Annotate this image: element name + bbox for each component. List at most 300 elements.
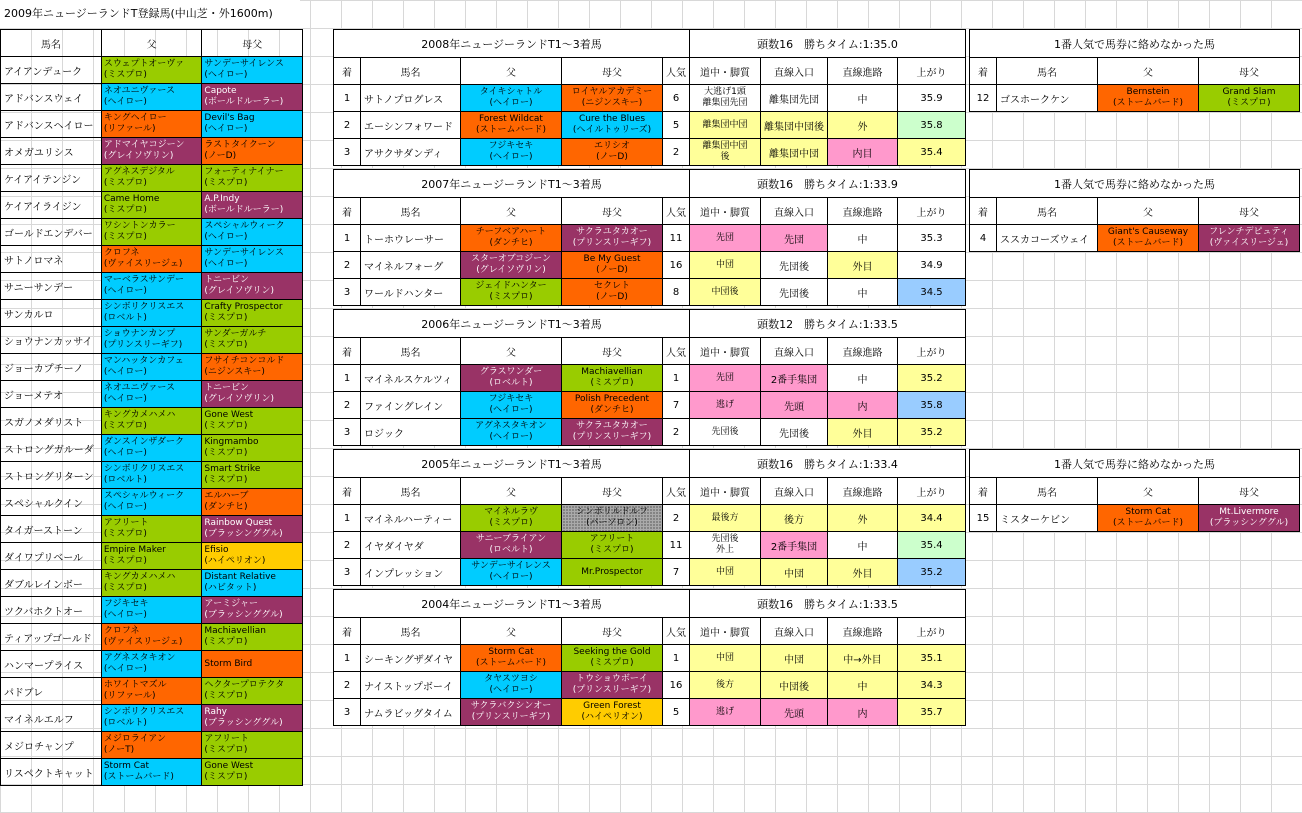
horse-name: ミスターケビン [997,505,1098,532]
last-3f: 35.2 [898,559,966,586]
horse-name: シーキングザダイヤ [361,645,461,672]
sire-cell: タイキシャトル (ヘイロー) [461,85,562,112]
horse-name: マイネルエルフ [1,705,102,732]
table-row [1,273,303,300]
sire-cell: アグネスタキオン (ヘイロー) [461,419,562,446]
horse-name: ロジック [361,419,461,446]
popularity: 5 [663,699,690,726]
horse-name: ナムラビッグタイム [361,699,461,726]
table-row [334,279,966,306]
finish-position: 15 [970,505,997,532]
table-row [1,489,303,516]
dam-sire-cell: フレンチデピュティ (ヴァイスリージェ) [1199,225,1300,252]
header-horse-name: 馬名 [1,30,102,57]
straight-entry: 後方 [761,505,828,532]
dam-sire-cell: Crafty Prospector (ミスプロ) [202,300,303,327]
dam-sire-cell: Capote (ボールドルーラー) [202,84,303,111]
race-header-cell: 人気 [663,618,690,645]
finish-position: 2 [334,532,361,559]
race-info: 頭数16 勝ちタイム:1:33.5 [690,590,966,618]
popularity: 5 [663,112,690,139]
running-style: 中団後 [690,279,761,306]
running-style: 逃げ [690,699,761,726]
race-title: 2004年ニュージーランドT1～3着馬 [334,590,690,618]
unplaced-favorite-block [969,449,1300,532]
race-header-cell: 直線進路 [828,478,898,505]
horse-name: ケイアイテンジン [1,165,102,192]
race-header-cell: 直線入口 [761,338,828,365]
dam-sire-cell: エルハーブ (ダンチヒ) [202,489,303,516]
unplaced-favorite-block [969,169,1300,252]
race-title-row [334,450,966,478]
last-3f: 35.3 [898,225,966,252]
horse-name: ゴールドエンデバー [1,219,102,246]
popularity: 6 [663,85,690,112]
table-row [1,624,303,651]
table-row [1,219,303,246]
table-row [1,138,303,165]
sire-cell: アグネスデジタル (ミスプロ) [101,165,202,192]
horse-name: ワールドハンター [361,279,461,306]
table-row [334,85,966,112]
straight-path: 外 [828,505,898,532]
sire-cell: シンボリクリスエス (ロベルト) [101,462,202,489]
sire-cell: スペシャルウィーク (ヘイロー) [101,489,202,516]
sire-cell: フジキセキ (ヘイロー) [461,139,562,166]
dam-sire-cell: Distant Relative (ハビタット) [202,570,303,597]
race-title-row [334,170,966,198]
running-style: 先団後 [690,419,761,446]
horse-name: マイネルハーティー [361,505,461,532]
dam-sire-cell: Devil's Bag (ヘイロー) [202,111,303,138]
dam-sire-cell: Efisio (ハイペリオン) [202,543,303,570]
horse-name: ストロングガルーダ [1,435,102,462]
straight-entry: 先頭 [761,699,828,726]
table-row [1,678,303,705]
unplaced-header-cell: 馬名 [997,58,1098,85]
table-row [970,225,1300,252]
race-header-cell: 母父 [562,478,663,505]
horse-name: ススカコーズウェイ [997,225,1098,252]
horse-name: パドブレ [1,678,102,705]
unplaced-title-row [970,450,1300,478]
race-header-cell: 直線入口 [761,618,828,645]
unplaced-favorite-table [969,29,1300,112]
race-header-cell: 上がり [898,338,966,365]
unplaced-header-cell: 着 [970,478,997,505]
race-header-cell: 上がり [898,478,966,505]
table-row [1,327,303,354]
sire-cell: シンボリクリスエス (ロベルト) [101,705,202,732]
race-header-cell: 道中・脚質 [690,198,761,225]
dam-sire-cell: Green Forest (ハイペリオン) [562,699,663,726]
entries-table [0,29,303,786]
straight-path: 中 [828,279,898,306]
popularity: 1 [663,645,690,672]
table-row [334,532,966,559]
sire-cell: キングヘイロー (リファール) [101,111,202,138]
sire-cell: ジェイドハンター (ミスプロ) [461,279,562,306]
sire-cell: Giant's Causeway (ストームバード) [1098,225,1199,252]
dam-sire-cell: サンダーガルチ (ミスプロ) [202,327,303,354]
last-3f: 34.4 [898,505,966,532]
unplaced-header-row [970,198,1300,225]
horse-name: ダブルレインボー [1,570,102,597]
straight-entry: 中団後 [761,672,828,699]
dam-sire-cell: Mt.Livermore (ブラッシンググル) [1199,505,1300,532]
dam-sire-cell: トニービン (グレイソヴリン) [202,381,303,408]
unplaced-header-cell: 着 [970,198,997,225]
finish-position: 3 [334,559,361,586]
dam-sire-cell: サクラユタカオー (プリンスリーギフ) [562,419,663,446]
straight-path: 中→外目 [828,645,898,672]
sire-cell: スウェプトオーヴァ (ミスプロ) [101,57,202,84]
running-style: 後方 [690,672,761,699]
finish-position: 12 [970,85,997,112]
table-row [1,246,303,273]
race-block [333,589,966,726]
table-row [1,543,303,570]
table-row [1,300,303,327]
horse-name: ツクバホクトオー [1,597,102,624]
dam-sire-cell: Machiavellian (ミスプロ) [562,365,663,392]
table-row [1,354,303,381]
last-3f: 35.2 [898,419,966,446]
straight-path: 内目 [828,139,898,166]
dam-sire-cell: トニービン (グレイソヴリン) [202,273,303,300]
horse-name: ケイアイライジン [1,192,102,219]
dam-sire-cell: セクレト (ノーD) [562,279,663,306]
sire-cell: サクラバクシンオー (プリンスリーギフ) [461,699,562,726]
unplaced-header-cell: 馬名 [997,198,1098,225]
race-info: 頭数12 勝ちタイム:1:33.5 [690,310,966,338]
sire-cell: ワシントンカラー (ミスプロ) [101,219,202,246]
straight-entry: 離集団中団 [761,139,828,166]
popularity: 11 [663,532,690,559]
horse-name: イヤダイヤダ [361,532,461,559]
running-style: 先団 [690,225,761,252]
straight-entry: 先団後 [761,419,828,446]
race-header-cell: 父 [461,198,562,225]
race-header-cell: 馬名 [361,618,461,645]
sire-cell: フジキセキ (ヘイロー) [461,392,562,419]
table-row [334,225,966,252]
race-header-cell: 馬名 [361,338,461,365]
unplaced-header-cell: 父 [1098,478,1199,505]
finish-position: 3 [334,419,361,446]
race-header-cell: 母父 [562,338,663,365]
dam-sire-cell: Rahy (ブラッシンググル) [202,705,303,732]
horse-name: サトノロマネ [1,246,102,273]
race-table [333,449,966,586]
finish-position: 1 [334,645,361,672]
race-header-cell: 道中・脚質 [690,618,761,645]
last-3f: 35.9 [898,85,966,112]
unplaced-title: 1番人気で馬券に絡めなかった馬 [970,450,1300,478]
dam-sire-cell: Kingmambo (ミスプロ) [202,435,303,462]
race-header-cell: 母父 [562,58,663,85]
table-row [334,645,966,672]
unplaced-header-cell: 母父 [1199,198,1300,225]
table-row [334,392,966,419]
horse-name: スペシャルクイン [1,489,102,516]
table-row [334,252,966,279]
table-row [1,192,303,219]
dam-sire-cell: サンデーサイレンス (ヘイロー) [202,246,303,273]
horse-name: サニーサンデー [1,273,102,300]
table-row [1,435,303,462]
sire-cell: スターオブコジーン (グレイソヴリン) [461,252,562,279]
race-header-cell: 母父 [562,618,663,645]
straight-path: 内 [828,392,898,419]
dam-sire-cell: ロイヤルアカデミー (ニジンスキー) [562,85,663,112]
race-header-cell: 直線進路 [828,338,898,365]
straight-path: 外 [828,112,898,139]
race-block [333,169,966,306]
table-row [1,111,303,138]
running-style: 最後方 [690,505,761,532]
running-style: 中団 [690,559,761,586]
finish-position: 2 [334,672,361,699]
race-header-cell: 父 [461,618,562,645]
finish-position: 3 [334,699,361,726]
running-style: 逃げ [690,392,761,419]
race-table [333,169,966,306]
table-row [334,699,966,726]
table-row [1,84,303,111]
unplaced-title: 1番人気で馬券に絡めなかった馬 [970,170,1300,198]
table-row [970,505,1300,532]
race-header-cell: 直線進路 [828,198,898,225]
sire-cell: アドマイヤコジーン (グレイソヴリン) [101,138,202,165]
sire-cell: シンボリクリスエス (ロベルト) [101,300,202,327]
sire-cell: Forest Wildcat (ストームバード) [461,112,562,139]
sire-cell: メジロライアン (ノーT) [101,732,202,759]
running-style: 先団後 外上 [690,532,761,559]
popularity: 8 [663,279,690,306]
sire-cell: フジキセキ (ヘイロー) [101,597,202,624]
race-header-row [334,338,966,365]
running-style: 先団 [690,365,761,392]
race-title-row [334,310,966,338]
horse-name: ティアップゴールド [1,624,102,651]
dam-sire-cell: スペシャルウィーク (ヘイロー) [202,219,303,246]
table-row [1,516,303,543]
table-row [1,165,303,192]
last-3f: 35.4 [898,139,966,166]
horse-name: マイネルフォーグ [361,252,461,279]
table-row [334,672,966,699]
table-row [1,57,303,84]
sire-cell: ネオユニヴァース (ヘイロー) [101,84,202,111]
last-3f: 35.8 [898,392,966,419]
sire-cell: Storm Cat (ストームバード) [461,645,562,672]
sire-cell: マーベラスサンデー (ヘイロー) [101,273,202,300]
table-row [1,705,303,732]
popularity: 7 [663,392,690,419]
race-header-cell: 馬名 [361,478,461,505]
race-info: 頭数16 勝ちタイム:1:33.9 [690,170,966,198]
straight-entry: 先団後 [761,279,828,306]
finish-position: 1 [334,505,361,532]
horse-name: オメガユリシス [1,138,102,165]
horse-name: アドバンスウェイ [1,84,102,111]
race-title-row [334,30,966,58]
horse-name: ナイストップボーイ [361,672,461,699]
dam-sire-cell: Cure the Blues (ヘイルトゥリーズ) [562,112,663,139]
sire-cell: マイネルラヴ (ミスプロ) [461,505,562,532]
horse-name: ストロングリターン [1,462,102,489]
last-3f: 35.7 [898,699,966,726]
table-row [334,365,966,392]
dam-sire-cell: サンデーサイレンス (ヘイロー) [202,57,303,84]
running-style: 中団 [690,645,761,672]
last-3f: 34.9 [898,252,966,279]
race-header-cell: 上がり [898,198,966,225]
straight-path: 中 [828,365,898,392]
sire-cell: マンハッタンカフェ (ヘイロー) [101,354,202,381]
straight-entry: 先頭 [761,392,828,419]
unplaced-favorite-table [969,169,1300,252]
dam-sire-cell: Gone West (ミスプロ) [202,408,303,435]
race-block [333,449,966,586]
sire-cell: Bernstein (ストームバード) [1098,85,1199,112]
unplaced-header-cell: 母父 [1199,58,1300,85]
popularity: 16 [663,672,690,699]
horse-name: アドバンスヘイロー [1,111,102,138]
table-row [1,570,303,597]
race-header-cell: 上がり [898,618,966,645]
horse-name: アサクサダンディ [361,139,461,166]
dam-sire-cell: アフリート (ミスプロ) [202,732,303,759]
unplaced-header-row [970,58,1300,85]
finish-position: 2 [334,252,361,279]
sire-cell: ダンスインザダーク (ヘイロー) [101,435,202,462]
dam-sire-cell: アフリート (ミスプロ) [562,532,663,559]
finish-position: 4 [970,225,997,252]
sire-cell: アフリート (ミスプロ) [101,516,202,543]
page-title: 2009年ニュージーランドT登録馬(中山芝・外1600m) [0,0,300,28]
popularity: 16 [663,252,690,279]
popularity: 2 [663,139,690,166]
race-title: 2006年ニュージーランドT1～3着馬 [334,310,690,338]
sire-cell: サニーブライアン (ロベルト) [461,532,562,559]
race-header-cell: 着 [334,58,361,85]
race-block [333,309,966,446]
race-header-cell: 父 [461,478,562,505]
unplaced-header-cell: 馬名 [997,478,1098,505]
running-style: 大逃げ1頭 離集団先団 [690,85,761,112]
dam-sire-cell: Gone West (ミスプロ) [202,759,303,786]
unplaced-title: 1番人気で馬券に絡めなかった馬 [970,30,1300,58]
straight-entry: 中団 [761,645,828,672]
sire-cell: チーフベアハート (ダンチヒ) [461,225,562,252]
last-3f: 34.5 [898,279,966,306]
horse-name: ハンマープライス [1,651,102,678]
horse-name: ダイワプリベール [1,543,102,570]
dam-sire-cell: フォーティナイナー (ミスプロ) [202,165,303,192]
unplaced-header-row [970,478,1300,505]
race-header-cell: 着 [334,198,361,225]
race-header-cell: 着 [334,618,361,645]
sire-cell: サンデーサイレンス (ヘイロー) [461,559,562,586]
race-header-row [334,478,966,505]
horse-name: サトノプログレス [361,85,461,112]
sire-cell: Empire Maker (ミスプロ) [101,543,202,570]
finish-position: 1 [334,85,361,112]
straight-entry: 中団 [761,559,828,586]
dam-sire-cell: サクラユタカオー (プリンスリーギフ) [562,225,663,252]
finish-position: 1 [334,365,361,392]
sire-cell: ホワイトマズル (リファール) [101,678,202,705]
running-style: 中団 [690,252,761,279]
horse-name: ジョーカプチーノ [1,354,102,381]
header-dam-sire: 母父 [202,30,303,57]
straight-path: 中 [828,672,898,699]
straight-path: 中 [828,532,898,559]
straight-entry: 2番手集団 [761,365,828,392]
race-header-cell: 着 [334,338,361,365]
straight-entry: 離集団先団 [761,85,828,112]
race-header-cell: 人気 [663,198,690,225]
sire-cell: クロフネ (ヴァイスリージェ) [101,624,202,651]
last-3f: 35.1 [898,645,966,672]
race-header-cell: 人気 [663,478,690,505]
sire-cell: タヤスツヨシ (ヘイロー) [461,672,562,699]
horse-name: マイネルスケルツィ [361,365,461,392]
sire-cell: Came Home (ミスプロ) [101,192,202,219]
race-header-cell: 直線入口 [761,478,828,505]
unplaced-header-cell: 父 [1098,58,1199,85]
horse-name: ゴスホークケン [997,85,1098,112]
race-title: 2005年ニュージーランドT1～3着馬 [334,450,690,478]
running-style: 離集団中団 [690,112,761,139]
unplaced-title-row [970,30,1300,58]
race-header-cell: 馬名 [361,198,461,225]
dam-sire-cell: ラストタイクーン (ノーD) [202,138,303,165]
table-row [970,85,1300,112]
race-header-cell: 父 [461,58,562,85]
straight-path: 外目 [828,252,898,279]
finish-position: 2 [334,392,361,419]
horse-name: メジロチャンプ [1,732,102,759]
race-header-cell: 人気 [663,58,690,85]
straight-entry: 2番手集団 [761,532,828,559]
race-header-cell: 馬名 [361,58,461,85]
horse-name: スガノメダリスト [1,408,102,435]
race-header-cell: 人気 [663,338,690,365]
sire-cell: ネオユニヴァース (ヘイロー) [101,381,202,408]
entries-table-wrapper [0,29,303,786]
dam-sire-cell: フサイチコンコルド (ニジンスキー) [202,354,303,381]
last-3f: 35.2 [898,365,966,392]
race-header-cell: 道中・脚質 [690,58,761,85]
race-title-row [334,590,966,618]
dam-sire-cell: Smart Strike (ミスプロ) [202,462,303,489]
sire-cell: キングカメハメハ (ミスプロ) [101,408,202,435]
straight-entry: 離集団中団後 [761,112,828,139]
table-row [334,505,966,532]
sire-cell: クロフネ (ヴァイスリージェ) [101,246,202,273]
horse-name: リスペクトキャット [1,759,102,786]
race-header-cell: 着 [334,478,361,505]
race-table [333,29,966,166]
table-row [334,419,966,446]
sire-cell: アグネスタキオン (ヘイロー) [101,651,202,678]
dam-sire-cell: ヘクタープロテクタ (ミスプロ) [202,678,303,705]
sire-cell: ショウナンカンプ (プリンスリーギフ) [101,327,202,354]
race-header-cell: 母父 [562,198,663,225]
